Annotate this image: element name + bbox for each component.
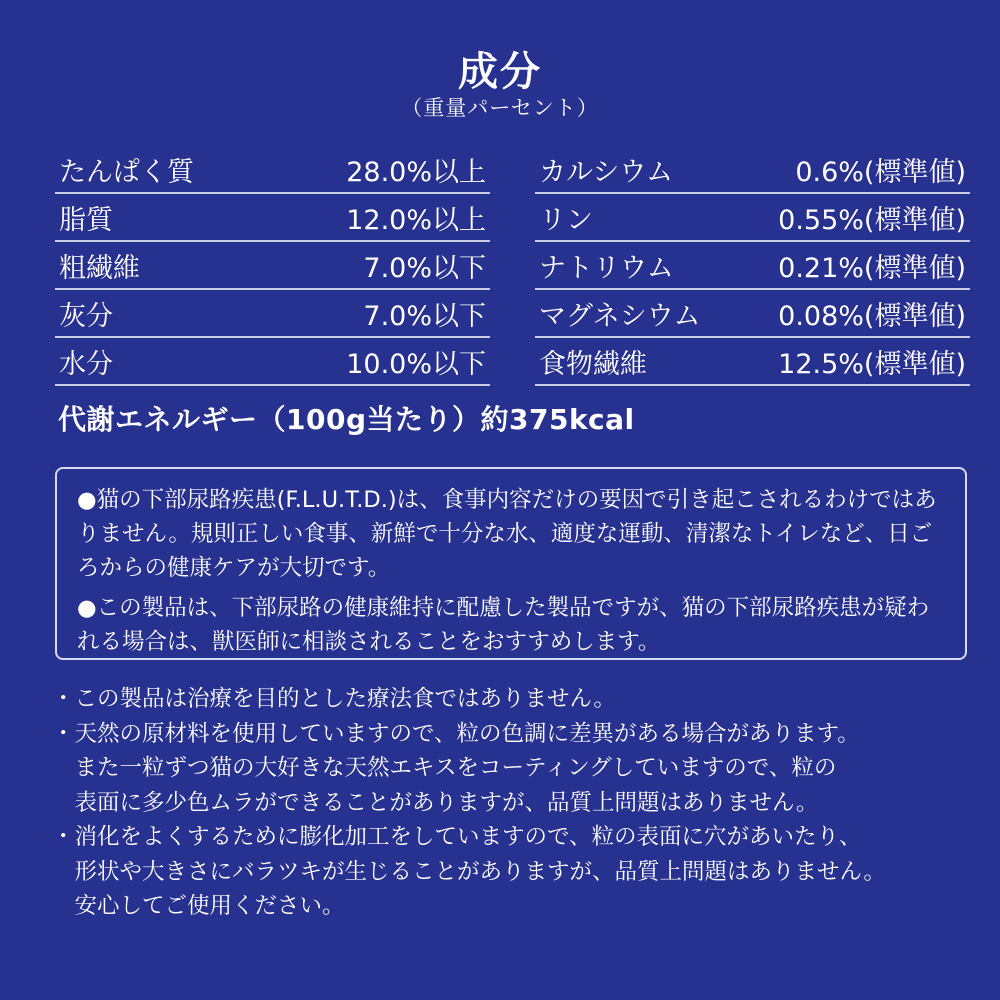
nutrient-row — [535, 194, 970, 242]
nutrient-row — [535, 146, 970, 194]
note-line: また一粒ずつ猫の大好きな天然エキスをコーティングしていますので、粒の — [52, 755, 837, 781]
note-line: ・天然の原材料を使用していますので、粒の色調に差異がある場合があります。 — [52, 720, 860, 747]
nutrient-name: リン — [539, 204, 593, 236]
nutrient-row — [55, 146, 490, 194]
nutrient-value: 28.0%以上 — [346, 156, 486, 188]
nutrient-name: カルシウム — [539, 156, 674, 188]
nutrient-row — [55, 290, 490, 338]
nutrient-value: 0.21%(標準値) — [778, 252, 966, 284]
nutrient-value: 12.0%以上 — [346, 204, 486, 236]
health-note-paragraph: ●猫の下部尿路疾患(F.L.U.T.D.)は、食事内容だけの要因で引き起こされるわけではありません。規則正しい食事、新鮮で十分な水、適度な運動、清潔なトイレなど、日ごろからの健康ケアが大切です。 — [77, 487, 937, 581]
nutrient-row — [535, 242, 970, 290]
nutrient-name: 食物繊維 — [539, 348, 647, 380]
nutrient-name: 脂質 — [59, 204, 113, 236]
nutrient-value: 0.55%(標準値) — [778, 204, 966, 236]
nutrient-row — [55, 338, 490, 386]
note-line: 安心してご使用ください。 — [52, 893, 345, 919]
nutrient-value: 7.0%以下 — [363, 300, 486, 332]
health-note-box — [55, 467, 967, 660]
nutrient-row — [535, 338, 970, 386]
nutrient-value: 0.08%(標準値) — [778, 300, 966, 332]
note-line: 表面に多少色ムラができることがありますが、品質上問題はありません。 — [52, 789, 819, 816]
nutrient-table-right — [535, 146, 970, 386]
page-subtitle: （重量パーセント） — [401, 96, 599, 120]
energy-statement: 代謝エネルギー（100g当たり）約375kcal — [58, 403, 635, 436]
nutrient-name: たんぱく質 — [59, 156, 194, 188]
nutrient-value: 10.0%以下 — [346, 348, 486, 380]
nutrient-row — [55, 242, 490, 290]
nutrient-name: マグネシウム — [539, 300, 701, 332]
nutrient-row — [55, 194, 490, 242]
note-line: ・この製品は治療を目的とした療法食ではありません。 — [52, 686, 616, 712]
health-note-paragraph: ●この製品は、下部尿路の健康維持に配慮した製品ですが、猫の下部尿路疾患が疑われる場合は、獣医師に相談されることをおすすめします。 — [77, 595, 930, 655]
nutrient-name: 水分 — [59, 348, 113, 380]
product-notes — [52, 682, 982, 924]
nutrient-row — [535, 290, 970, 338]
note-line: 形状や大きさにバラツキが生じることがありますが、品質上問題はありません。 — [52, 858, 886, 885]
nutrient-value: 0.6%(標準値) — [795, 156, 966, 188]
nutrient-value: 12.5%(標準値) — [778, 348, 966, 380]
nutrient-name: 灰分 — [59, 300, 113, 332]
nutrient-name: ナトリウム — [539, 252, 674, 284]
nutrient-table-left — [55, 146, 490, 386]
note-line: ・消化をよくするために膨化加工をしていますので、粒の表面に穴があいたり、 — [52, 824, 862, 850]
nutrient-value: 7.0%以下 — [363, 252, 486, 284]
page-title: 成分 — [458, 49, 542, 95]
nutrient-name: 粗繊維 — [59, 252, 140, 284]
